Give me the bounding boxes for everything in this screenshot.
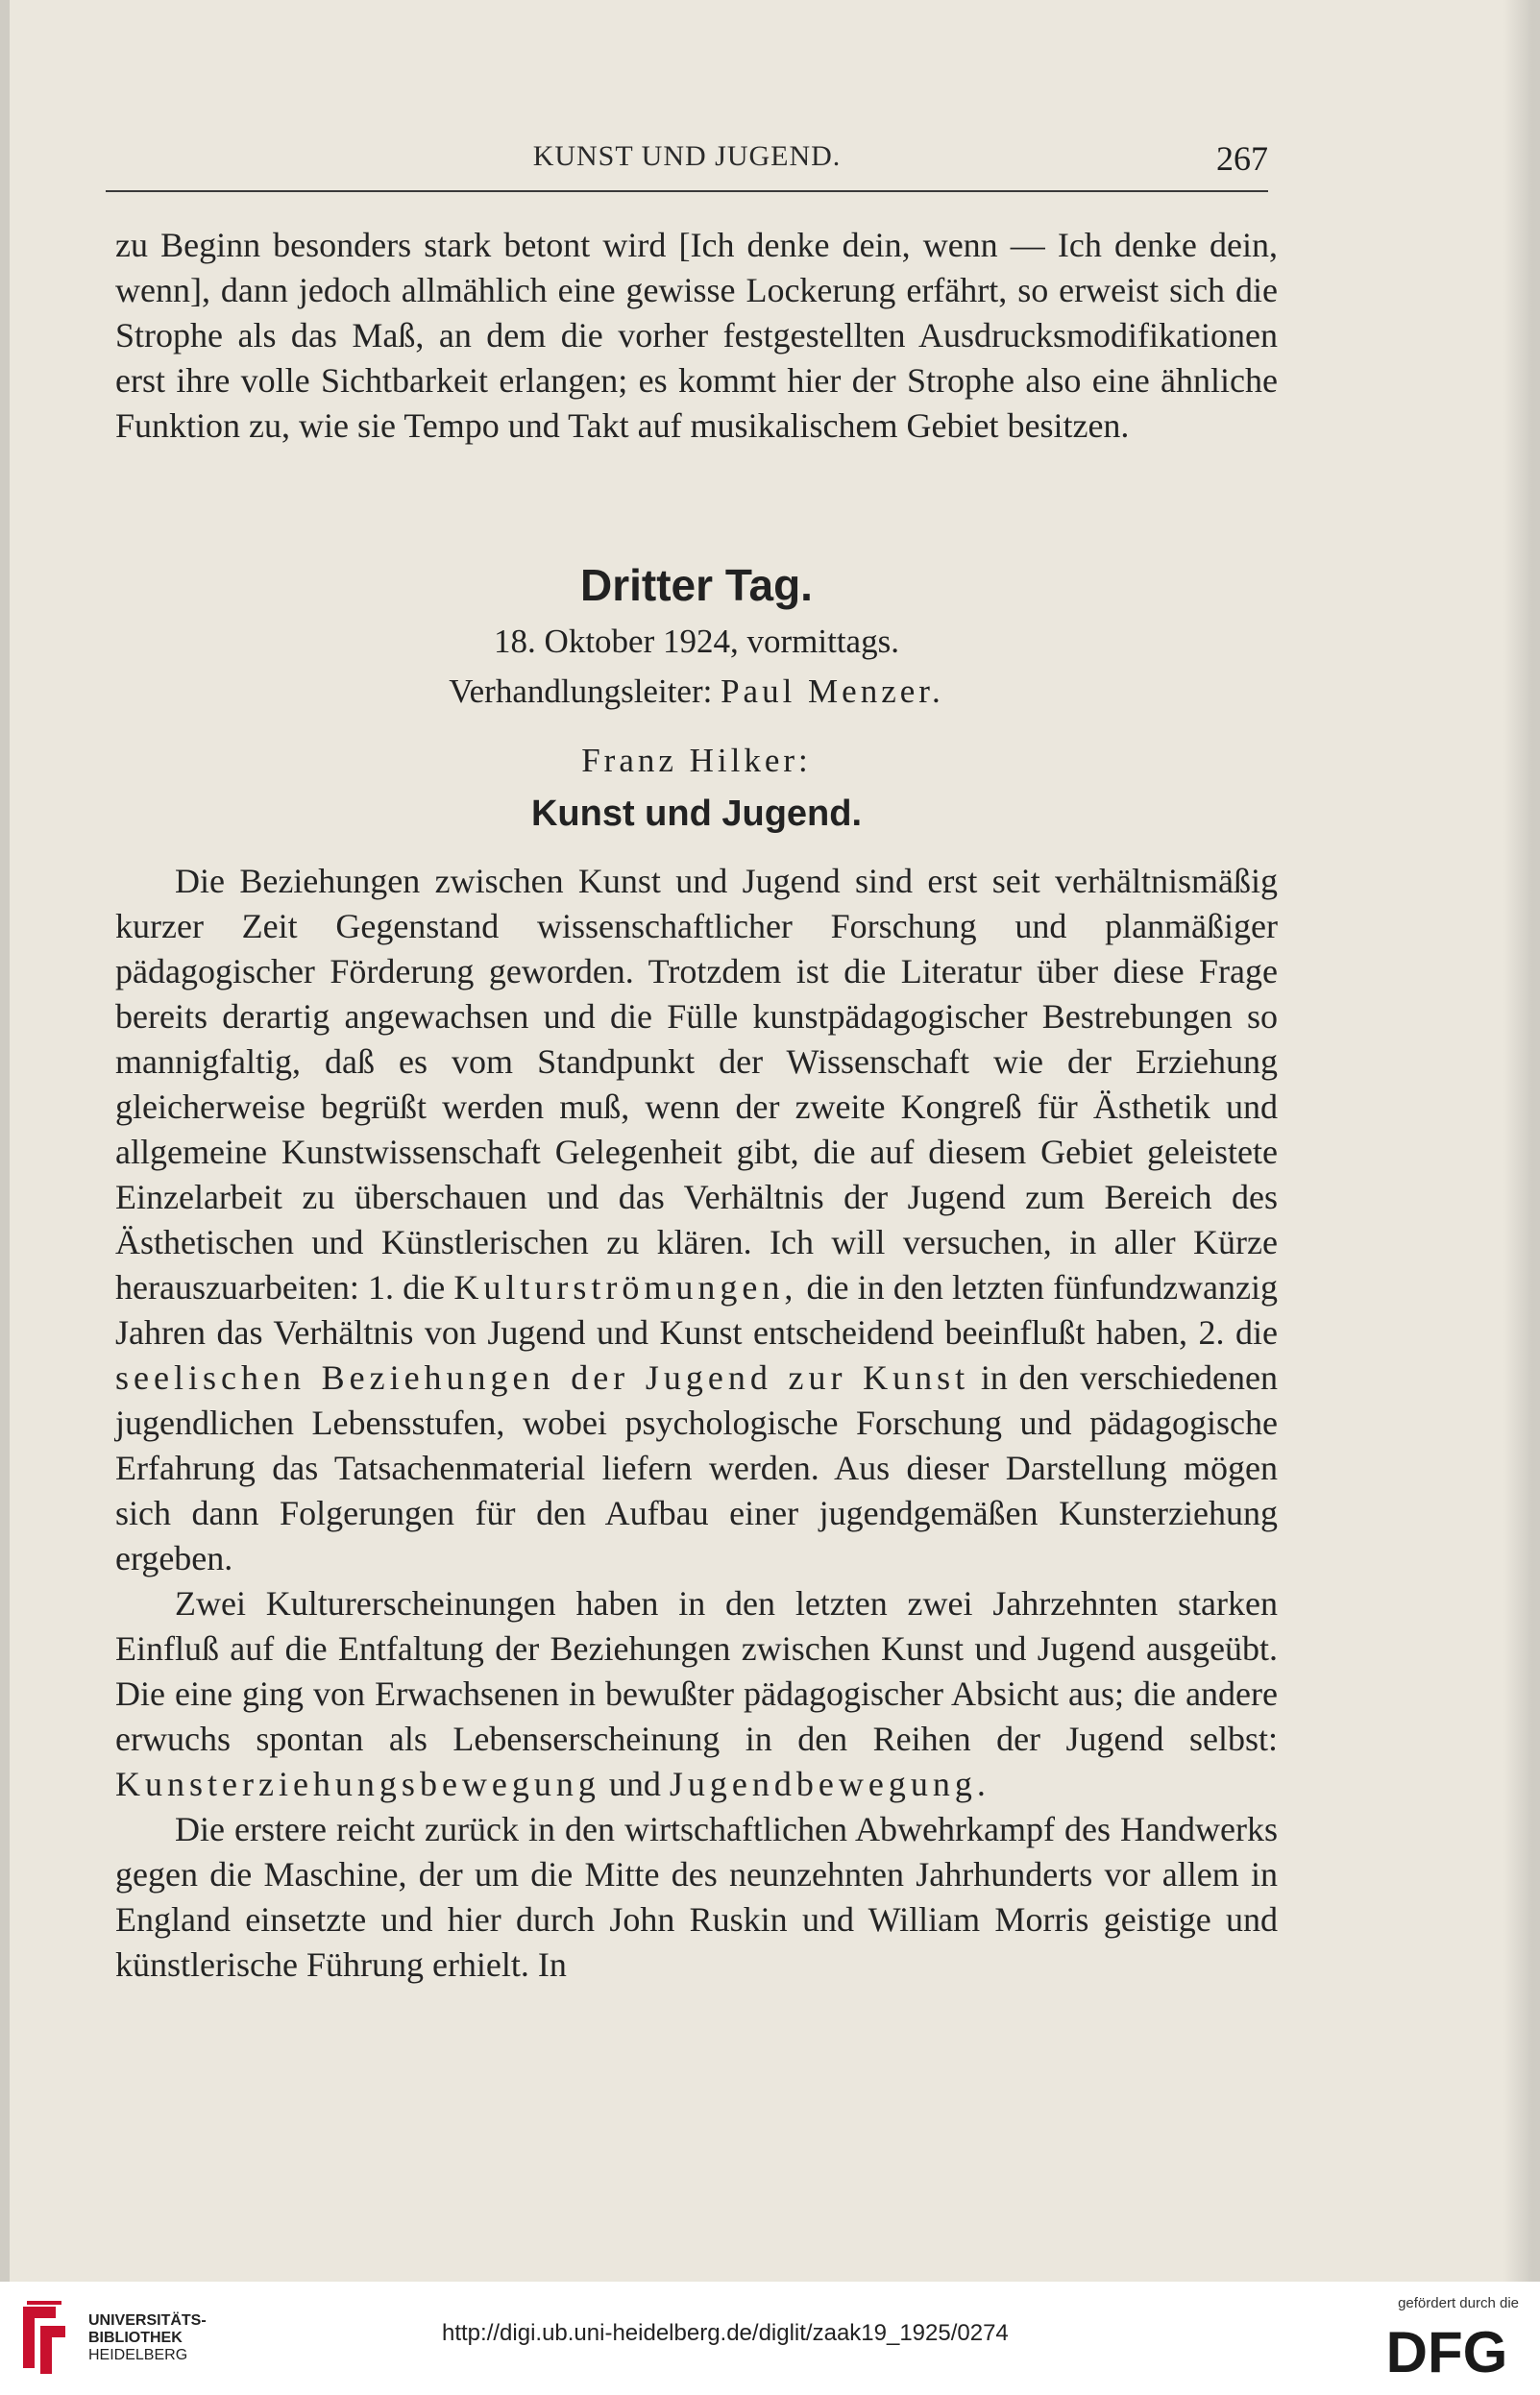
paragraph-1	[115, 859, 1278, 1581]
section-title: Dritter Tag.	[580, 560, 813, 610]
chair-label: Verhandlungsleiter:	[449, 672, 713, 710]
dfg-logo-text: DFG	[1385, 2320, 1508, 2382]
intro-paragraph: zu Beginn besonders stark betont wird [Ich denke dein, wenn — Ich denke dein, wenn], dann jedoch allmählich eine gewisse Lockerung erfährt, so erweist sich die Strophe als das Maß, an dem die vorher festgestellten Ausdrucksmodifikationen erst ihre volle Sichtbarkeit erlangen; es kommt hier der Strophe also eine ähnliche Funktion zu, wie sie Tempo und Takt auf musikalischem Gebiet besitzen.	[115, 226, 1278, 445]
article-body	[115, 859, 1278, 1988]
paragraph-2-emphasis-1: Kunsterziehungsbewegung	[115, 1765, 600, 1803]
paragraph-1-text-c: in den verschiedenen jugendlichen Lebensstufen, wobei psychologische Forschung und pädagogische Erfahrung das Tatsachenmaterial liefern werden. Aus dieser Darstellung mögen sich dann Folgerungen für den Aufbau einer jugendgemäßen Kunsterziehung ergeben.	[115, 1358, 1279, 1577]
library-name	[88, 2312, 207, 2364]
running-header	[106, 133, 1268, 192]
university-library-logo-icon	[17, 2297, 71, 2378]
library-name-line-1: UNIVERSITÄTS-	[88, 2312, 207, 2329]
dfg-logo-icon	[1375, 2320, 1519, 2382]
paragraph-1-text-a: Die Beziehungen zwischen Kunst und Jugend sind erst seit verhältnismäßig kurzer Zeit Gegenstand wissenschaftlicher Forschung und planmäßiger pädagogischer Förderung geworden. Trotzdem ist die Literatur über diese Frage bereits derartig angewachsen und die Fülle kunstpädagogischer Bestrebungen so mannigfaltig, daß es vom Standpunkt der Wissenschaft wie der Erziehung gleicherweise begrüßt werden muß, wenn der zweite Kongreß für Ästhetik und allgemeine Kunstwissenschaft Gelegenheit gibt, die auf diesem Gebiet geleistete Einzelarbeit zu überschauen und das Verhältnis der Jugend zum Bereich des Ästhetischen und Künstlerischen zu klären. Ich will versuchen, in aller Kürze herauszuarbeiten: 1. die	[115, 862, 1278, 1307]
permalink-url[interactable]: http://digi.ub.uni-heidelberg.de/diglit/zaak19_1925/0274	[442, 2320, 1009, 2346]
library-name-line-3: HEIDELBERG	[88, 2347, 188, 2363]
viewer-footer	[0, 2282, 1540, 2395]
paragraph-2-text-b: und	[608, 1765, 661, 1803]
library-name-line-2: BIBLIOTHEK	[88, 2330, 183, 2346]
session-chair	[115, 672, 1278, 711]
page-spine-shadow	[1503, 0, 1532, 2282]
intro-paragraph-block	[115, 223, 1278, 449]
paragraph-3: Die erstere reicht zurück in den wirtschaftlichen Abwehrkampf des Handwerks gegen die Maschine, der um die Mitte des neunzehnten Jahrhunderts vor allem in England einsetzte und hier durch John Ruskin und William Morris geistige und künstlerische Führung erhielt. In	[115, 1810, 1278, 1984]
paragraph-1-emphasis-1: Kulturströmungen,	[453, 1268, 798, 1307]
session-date: 18. Oktober 1924, vormittags.	[494, 623, 899, 660]
paragraph-1-text-b: die in den letzten fünfundzwanzig Jahren das Verhältnis von Jugend und Kunst entscheidend beeinflußt haben, 2. die	[115, 1268, 1279, 1352]
paragraph-2-text-a: Zwei Kulturerscheinungen haben in den letzten zwei Jahrzehnten starken Einfluß auf die Entfaltung der Beziehungen zwischen Kunst und Jugend ausgeübt. Die eine ging von Erwachsenen in bewußter pädagogischer Absicht aus; die andere erwuchs spontan als Lebenserscheinung in den Reihen der Jugend selbst:	[115, 1584, 1278, 1758]
running-title: KUNST UND JUGEND.	[532, 140, 842, 172]
paragraph-1-emphasis-2: seelischen Beziehungen der Jugend zur Kunst	[115, 1358, 970, 1397]
article-author: Franz Hilker:	[581, 742, 812, 779]
funded-by-label: gefördert durch die	[1398, 2295, 1519, 2311]
paragraph-2	[115, 1581, 1278, 1807]
paragraph-2-emphasis-2: Jugendbewegung.	[669, 1765, 990, 1803]
article-title: Kunst und Jugend.	[530, 794, 863, 834]
page-number: 267	[1216, 139, 1268, 178]
chair-name: Paul Menzer.	[721, 672, 944, 710]
